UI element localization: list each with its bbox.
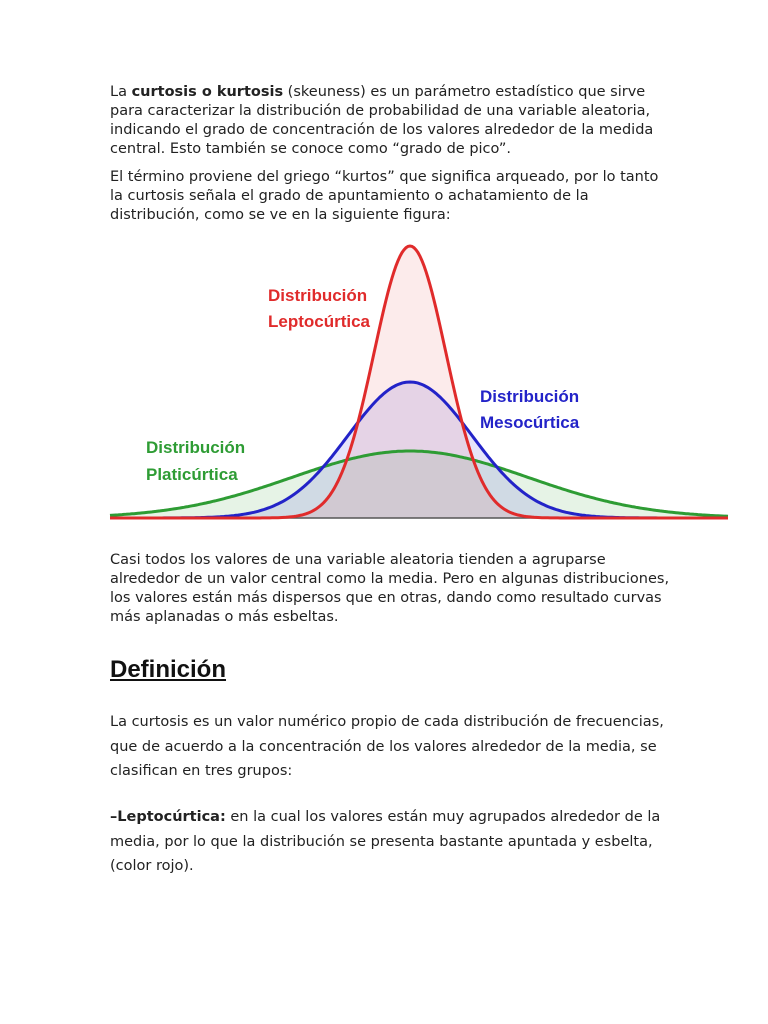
plati-label-line1: Distribución — [146, 438, 246, 457]
intro-paragraph — [110, 83, 670, 159]
lepto-label-line2: Leptocúrtica — [268, 312, 371, 331]
dispersion-paragraph: Casi todos los valores de una variable aleatoria tienden a agruparse alrededor de un valor central como la media. Pero en algunas distribuciones, los valores están más dispersos que en otras, dando como resultado curvas más aplanadas o más esbeltas. — [110, 552, 670, 625]
kurtosis-curves — [108, 240, 730, 525]
intro-prefix: La — [110, 84, 132, 100]
plati-label-line2: Platicúrtica — [146, 465, 238, 484]
definition-paragraph: La curtosis es un valor numérico propio de cada distribución de frecuencias, que de acuerdo a la concentración de los valores alrededor de la media, se clasifican en tres grupos: — [110, 714, 664, 779]
leptocurtica-description: en la cual los valores están muy agrupados alrededor de la media, por lo que la distribución se presenta bastante apuntada y esbelta, (color rojo). — [110, 809, 661, 874]
meso-label-line2: Mesocúrtica — [480, 413, 580, 432]
origin-paragraph: El término proviene del griego “kurtos” que significa arqueado, por lo tanto la curtosis señala el grado de apuntamiento o achatamiento de la distribución, como se ve en la siguiente figura: — [110, 169, 659, 223]
meso-label-line1: Distribución — [480, 387, 580, 406]
section-heading: Definición — [110, 656, 227, 683]
leptocurtica-term: –Leptocúrtica: — [110, 809, 226, 825]
intro-term: curtosis o kurtosis — [131, 84, 284, 100]
intro-rest: (skeuness) es un parámetro estadístico que sirve para caracterizar la distribución de probabilidad de una variable aleatoria, indicando el grado de concentración de los valores alrededor de la medida central. Esto también se conoce como “grado de pico”. — [110, 84, 654, 157]
lepto-label-line1: Distribución — [268, 286, 368, 305]
leptocurtica-paragraph — [110, 805, 670, 879]
kurtosis-figure — [108, 240, 730, 525]
